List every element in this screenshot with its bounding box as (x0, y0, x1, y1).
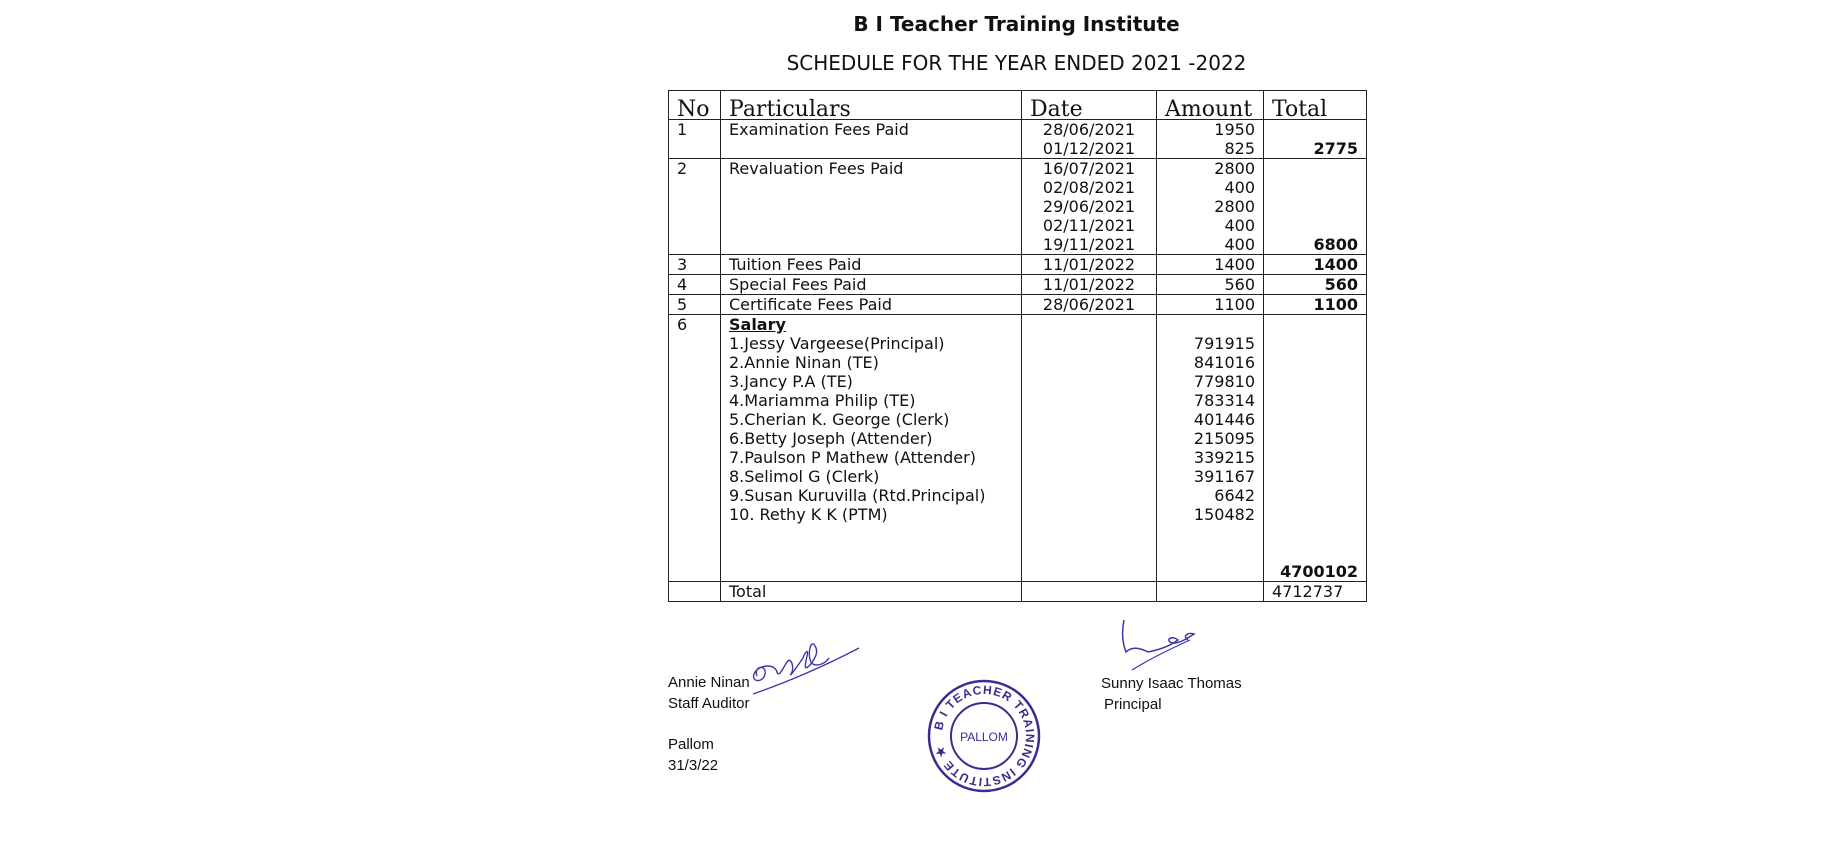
table-header-row (669, 91, 1367, 120)
row-number: 6 (669, 315, 721, 582)
total-cell (1264, 275, 1367, 295)
table-row (669, 275, 1367, 295)
total-cell (1264, 295, 1367, 315)
amount-cell (1157, 159, 1264, 255)
salary-employee-amount: 791915 (1193, 334, 1255, 353)
entry-date: 29/06/2021 (1042, 197, 1136, 216)
salary-employee-amount: 391167 (1193, 467, 1255, 486)
salary-employee-amount: 841016 (1193, 353, 1255, 372)
total-cell (1264, 255, 1367, 275)
table-row (669, 120, 1367, 159)
group-total: 1400 (1313, 255, 1358, 274)
row-number: 2 (669, 159, 721, 255)
entry-amount: 560 (1224, 275, 1255, 294)
salary-date-cell (1022, 315, 1157, 582)
salary-heading: Salary (729, 315, 786, 334)
row-number: 4 (669, 275, 721, 295)
institute-title: B I Teacher Training Institute (853, 12, 1180, 36)
grand-total-label: Total (721, 582, 1022, 602)
table-row (669, 159, 1367, 255)
particulars-cell (721, 275, 1022, 295)
entry-date: 28/06/2021 (1042, 120, 1136, 139)
grand-total-amount-cell (1157, 582, 1264, 602)
group-total: 2775 (1313, 139, 1358, 158)
salary-employee-amount: 150482 (1193, 505, 1255, 524)
particulars-cell (721, 120, 1022, 159)
salary-employee-amount: 6642 (1214, 486, 1255, 505)
svg-text:B I TEACHER TRAINING INSTITUTE: B I TEACHER TRAINING INSTITUTE ★ (931, 682, 1038, 790)
date-cell (1022, 159, 1157, 255)
group-total: 560 (1324, 275, 1358, 294)
group-total: 6800 (1313, 235, 1358, 254)
salary-employee-name: 6.Betty Joseph (Attender) (729, 429, 933, 448)
svg-text:PALLOM: PALLOM (960, 730, 1008, 744)
entry-date: 11/01/2022 (1042, 255, 1136, 274)
grand-total-no-cell (669, 582, 721, 602)
schedule-table (668, 90, 1367, 602)
column-header-date: Date (1022, 91, 1157, 120)
date-cell (1022, 295, 1157, 315)
entry-date: 28/06/2021 (1042, 295, 1136, 314)
principal-name: Sunny Isaac Thomas (1101, 675, 1242, 692)
particulars-cell (721, 295, 1022, 315)
grand-total-date-cell (1022, 582, 1157, 602)
entry-date: 02/11/2021 (1042, 216, 1136, 235)
entry-date: 02/08/2021 (1042, 178, 1136, 197)
salary-employee-name: 1.Jessy Vargeese(Principal) (729, 334, 945, 353)
entry-amount: 2800 (1214, 159, 1255, 178)
entry-date: 01/12/2021 (1042, 139, 1136, 158)
entry-date: 19/11/2021 (1042, 235, 1136, 254)
particular-label: Tuition Fees Paid (729, 255, 862, 274)
entry-date: 11/01/2022 (1042, 275, 1136, 294)
salary-amount-cell (1157, 315, 1264, 582)
salary-particulars-cell (721, 315, 1022, 582)
principal-title: Principal (1104, 696, 1162, 713)
salary-employee-name: 7.Paulson P Mathew (Attender) (729, 448, 976, 467)
principal-signature-icon (1118, 616, 1208, 676)
amount-cell (1157, 275, 1264, 295)
salary-total-cell (1264, 315, 1367, 582)
table-row-grand-total (669, 582, 1367, 602)
amount-cell (1157, 295, 1264, 315)
signed-date: 31/3/22 (668, 757, 719, 774)
particular-label: Special Fees Paid (729, 275, 867, 294)
institute-seal-icon (926, 678, 1042, 794)
amount-cell (1157, 255, 1264, 275)
salary-employee-name: 3.Jancy P.A (TE) (729, 372, 853, 391)
column-header-particulars: Particulars (721, 91, 1022, 120)
salary-total: 4700102 (1280, 562, 1358, 581)
salary-employee-amount: 401446 (1193, 410, 1255, 429)
table-body (669, 120, 1367, 602)
column-header-no: No (669, 91, 721, 120)
particular-label: Examination Fees Paid (729, 120, 909, 139)
particulars-cell (721, 159, 1022, 255)
entry-amount: 1950 (1214, 120, 1255, 139)
date-cell (1022, 275, 1157, 295)
entry-amount: 1400 (1214, 255, 1255, 274)
salary-employee-name: 2.Annie Ninan (TE) (729, 353, 879, 372)
salary-employee-name: 4.Mariamma Philip (TE) (729, 391, 916, 410)
salary-employee-name: 10. Rethy K K (PTM) (729, 505, 888, 524)
particulars-cell (721, 255, 1022, 275)
group-total: 1100 (1313, 295, 1358, 314)
salary-employee-amount: 779810 (1193, 372, 1255, 391)
salary-employee-amount: 783314 (1193, 391, 1255, 410)
salary-employee-name: 8.Selimol G (Clerk) (729, 467, 880, 486)
auditor-signature-icon (745, 628, 865, 708)
entry-date: 16/07/2021 (1042, 159, 1136, 178)
place-date-block (668, 734, 718, 776)
table-row (669, 295, 1367, 315)
table-row (669, 255, 1367, 275)
date-cell (1022, 120, 1157, 159)
salary-employee-name: 9.Susan Kuruvilla (Rtd.Principal) (729, 486, 986, 505)
amount-cell (1157, 120, 1264, 159)
entry-amount: 400 (1224, 235, 1255, 254)
principal-block (1101, 673, 1242, 715)
row-number: 3 (669, 255, 721, 275)
salary-employee-amount: 215095 (1193, 429, 1255, 448)
total-cell (1264, 159, 1367, 255)
column-header-total: Total (1264, 91, 1367, 120)
entry-amount: 2800 (1214, 197, 1255, 216)
particular-label: Revaluation Fees Paid (729, 159, 904, 178)
row-number: 1 (669, 120, 721, 159)
schedule-title: SCHEDULE FOR THE YEAR ENDED 2021 -2022 (786, 51, 1247, 75)
salary-names (729, 334, 1013, 524)
place: Pallom (668, 736, 714, 753)
entry-amount: 400 (1224, 178, 1255, 197)
column-header-amount: Amount (1157, 91, 1264, 120)
row-number: 5 (669, 295, 721, 315)
auditor-title: Staff Auditor (668, 695, 750, 712)
salary-amounts (1165, 334, 1255, 524)
entry-amount: 825 (1224, 139, 1255, 158)
date-cell (1022, 255, 1157, 275)
auditor-block (668, 672, 750, 714)
auditor-name: Annie Ninan (668, 674, 750, 691)
salary-employee-name: 5.Cherian K. George (Clerk) (729, 410, 950, 429)
table-row-salary (669, 315, 1367, 582)
total-cell (1264, 120, 1367, 159)
salary-employee-amount: 339215 (1193, 448, 1255, 467)
particular-label: Certificate Fees Paid (729, 295, 892, 314)
entry-amount: 400 (1224, 216, 1255, 235)
grand-total-value: 4712737 (1264, 582, 1367, 602)
entry-amount: 1100 (1214, 295, 1255, 314)
